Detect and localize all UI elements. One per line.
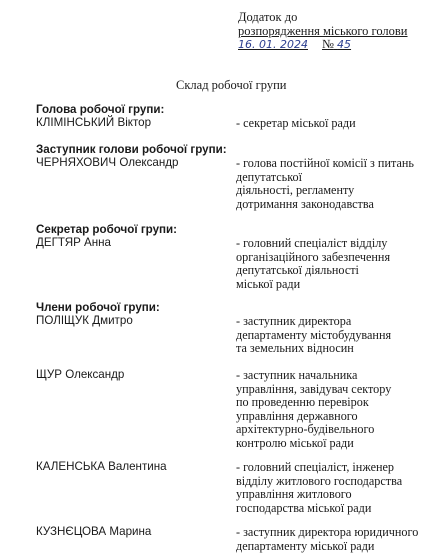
member-role: Голова робочої групи: xyxy=(36,103,165,116)
handwritten-date: 16. 01. 2024 xyxy=(238,38,308,52)
member-role: Заступник голови робочої групи: xyxy=(36,143,227,156)
description-line: - головний спеціаліст відділу xyxy=(236,236,388,250)
description-line: - секретар міської ради xyxy=(236,116,356,130)
description-line: депутатської діяльності xyxy=(236,263,359,278)
member-role: Члени робочої групи: xyxy=(36,301,160,314)
description-line: міської ради xyxy=(236,276,301,291)
description-line: депутатської xyxy=(236,169,303,184)
member-description xyxy=(236,157,436,211)
date-number-line xyxy=(238,38,438,52)
member-description xyxy=(236,117,436,131)
member-description xyxy=(236,461,436,515)
description-line: діяльності, регламенту xyxy=(236,183,355,198)
description-line: відділу житлового господарства xyxy=(236,473,403,488)
description-line: контролю міської ради xyxy=(236,435,354,450)
description-line: управління житлового xyxy=(236,487,352,502)
addendum-line-1: Додаток до xyxy=(238,10,298,24)
description-line: - заступник директора xyxy=(236,314,352,328)
description-line: - заступник директора юридичного xyxy=(236,525,419,539)
member-name: ЧЕРНЯХОВИЧ Олександр xyxy=(36,156,179,169)
description-line: дотримання законодавства xyxy=(236,196,374,211)
description-line: - головний спеціаліст, інженер xyxy=(236,460,395,474)
description-line: організаційного забезпечення xyxy=(236,249,391,264)
addendum-line-2: розпорядження міського голови xyxy=(238,23,408,38)
member-name: КЛІМІНСЬКИЙ Віктор xyxy=(36,116,152,129)
number-label: № xyxy=(321,37,334,52)
member-name: ДЕГТЯР Анна xyxy=(36,236,112,249)
description-line: департаменту містобудування xyxy=(236,327,392,342)
member-description xyxy=(236,315,436,356)
description-line: по проведенню перевірок xyxy=(236,395,369,410)
member-description xyxy=(236,237,436,291)
member-description xyxy=(236,526,436,553)
document-title: Склад робочої групи xyxy=(176,78,287,92)
description-line: департаменту міської ради xyxy=(236,538,375,553)
handwritten-number: 45 xyxy=(337,38,352,52)
description-line: та земельних відносин xyxy=(236,341,354,356)
member-description xyxy=(236,369,436,451)
member-name: КУЗНЄЦОВА Марина xyxy=(36,525,152,538)
description-line: - заступник начальника xyxy=(236,368,358,382)
description-line: архітектурно-будівельного xyxy=(236,422,375,437)
member-role: Секретар робочої групи: xyxy=(36,223,178,236)
description-line: - голова постійної комісії з питань xyxy=(236,156,414,170)
member-name: ЩУР Олександр xyxy=(36,368,125,381)
description-line: господарства міської ради xyxy=(236,500,372,515)
member-name: ПОЛІЩУК Дмитро xyxy=(36,314,133,327)
member-name: КАЛЕНСЬКА Валентина xyxy=(36,460,167,473)
description-line: управління, завідувач сектору xyxy=(236,381,392,396)
description-line: управління державного xyxy=(236,408,358,423)
addendum-block xyxy=(238,11,438,52)
